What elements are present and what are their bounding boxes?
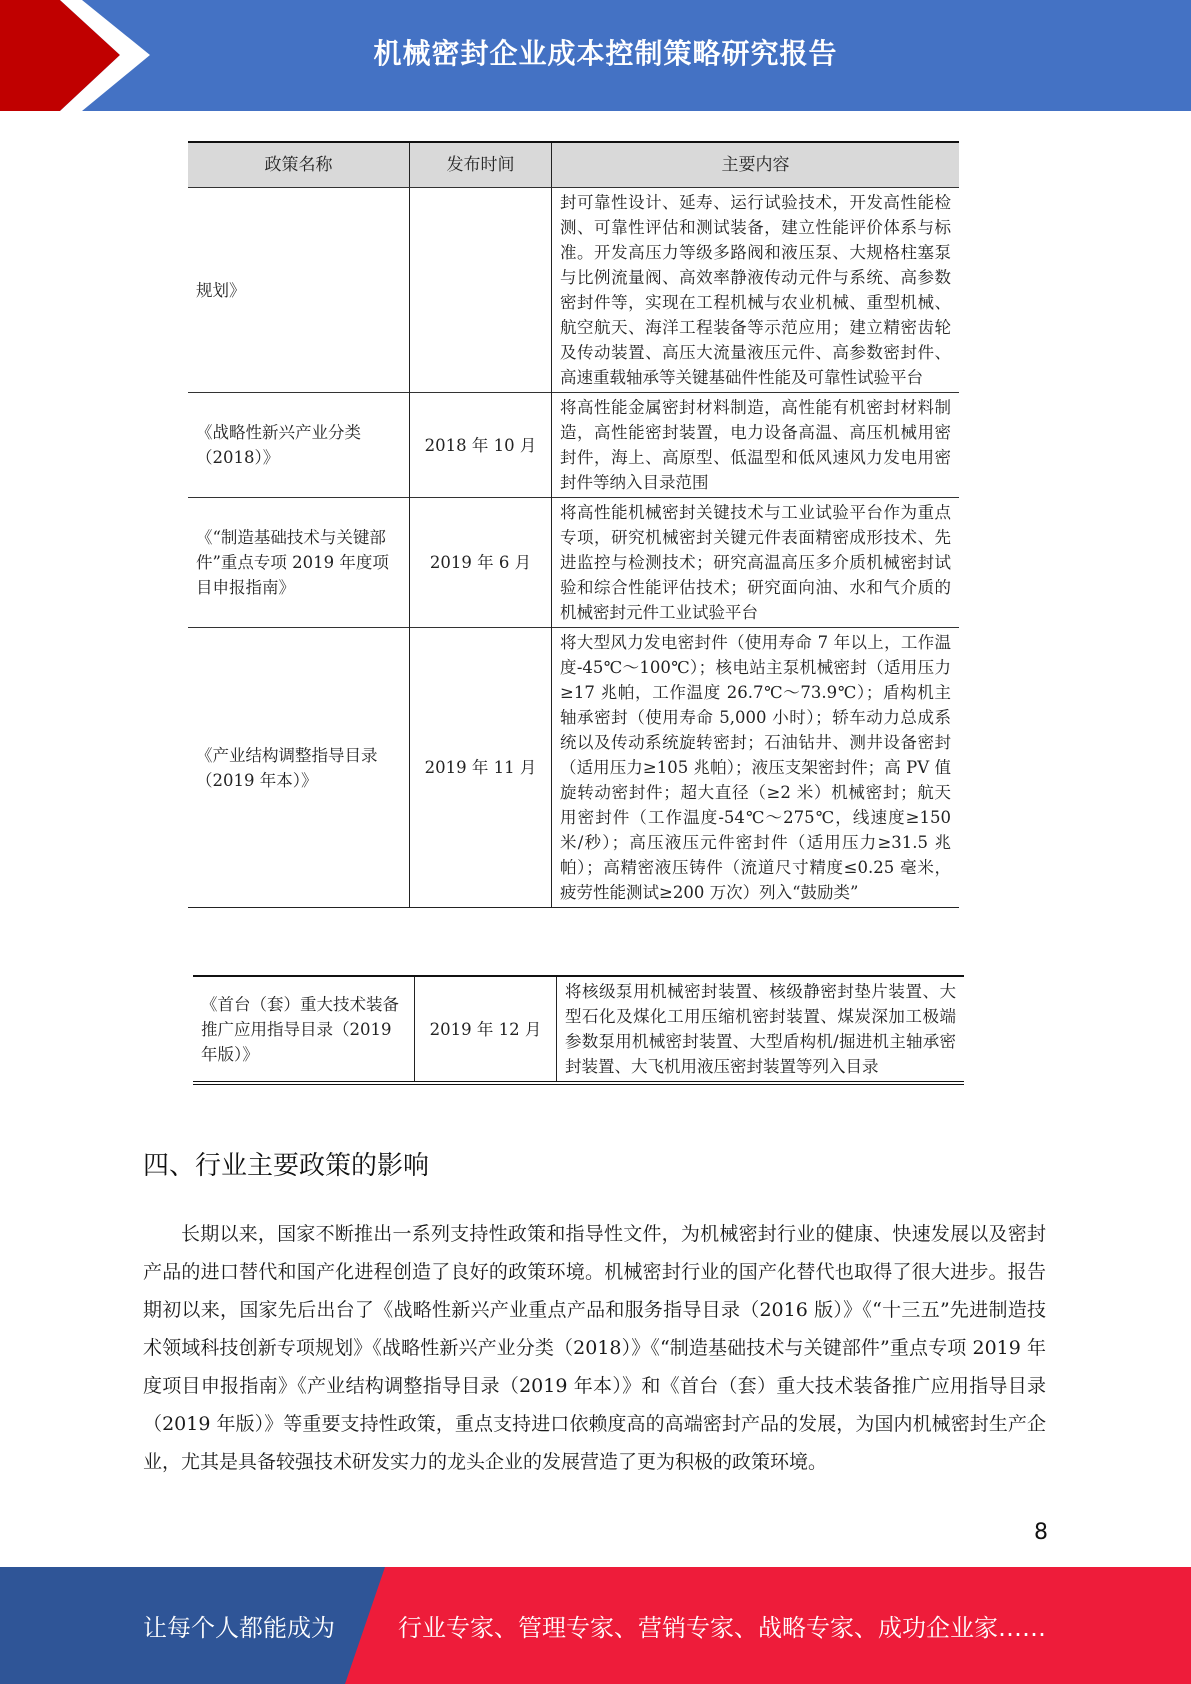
policy-name-cell: 《战略性新兴产业分类（2018）》 <box>188 393 410 498</box>
page-footer <box>0 1567 1191 1684</box>
column-header-policy-name: 政策名称 <box>188 142 410 188</box>
content-cell: 将高性能机械密封关键技术与工业试验平台作为重点专项，研究机械密封关键元件表面精密成形技术、先进监控与检测技术；研究高温高压多介质机械密封试验和综合性能评估技术；研究面向油、水和气介质的机械密封元件工业试验平台 <box>552 498 960 628</box>
column-header-main-content: 主要内容 <box>552 142 960 188</box>
section-paragraph: 长期以来，国家不断推出一系列支持性政策和指导性文件，为机械密封行业的健康、快速发展以及密封产品的进口替代和国产化进程创造了良好的政策环境。机械密封行业的国产化替代也取得了很大进步。报告期初以来，国家先后出台了《战略性新兴产业重点产品和服务指导目录（2016 版）》《“十三五”先进制造技术领域科技创新专项规划》《战略性新兴产业分类（2018）》《“制造基础技术与关键部件”重点专项 2019 年度项目申报指南》《产业结构调整指导目录（2019 年本）》和《首台（套）重大技术装备推广应用指导目录（2019 年版）》等重要支持性政策，重点支持进口依赖度高的高端密封产品的发展，为国内机械密封生产企业，尤其是具备较强技术研发实力的龙头企业的发展营造了更为积极的政策环境。 <box>143 1223 1046 1473</box>
policy-name-cell: 《“制造基础技术与关键部件”重点专项 2019 年度项目申报指南》 <box>188 498 410 628</box>
table-header-row <box>188 142 959 188</box>
content-cell: 封可靠性设计、延寿、运行试验技术，开发高性能检测、可靠性评估和测试装备，建立性能评价体系与标准。开发高压力等级多路阀和液压泵、大规格柱塞泵与比例流量阀、高效率静液传动元件与系统、高参数密封件等，实现在工程机械与农业机械、重型机械、航空航天、海洋工程装备等示范应用；建立精密齿轮及传动装置、高压大流量液压元件、高参数密封件、高速重载轴承等关键基础件性能及可靠性试验平台 <box>552 188 960 393</box>
section-heading: 四、行业主要政策的影响 <box>143 1151 430 1181</box>
policy-name-cell: 《首台（套）重大技术装备推广应用指导目录（2019 年版）》 <box>193 976 415 1083</box>
page-number: 8 <box>1034 1520 1048 1545</box>
release-date-cell: 2019 年 12 月 <box>415 976 557 1083</box>
table-row <box>188 188 959 393</box>
page-header <box>0 0 1191 111</box>
footer-slogan-left: 让每个人都能成为 <box>143 1614 335 1642</box>
table-row <box>188 628 959 908</box>
footer-slogan-right: 行业专家、管理专家、营销专家、战略专家、成功企业家…… <box>398 1614 1046 1642</box>
release-date-cell <box>410 188 552 393</box>
release-date-cell: 2019 年 11 月 <box>410 628 552 908</box>
policy-table <box>188 141 959 908</box>
column-header-release-date: 发布时间 <box>410 142 552 188</box>
policy-name-cell: 《产业结构调整指导目录（2019 年本）》 <box>188 628 410 908</box>
table-row <box>188 498 959 628</box>
content-cell: 将核级泵用机械密封装置、核级静密封垫片装置、大型石化及煤化工用压缩机密封装置、煤炭深加工极端参数泵用机械密封装置、大型盾构机/掘进机主轴承密封装置、大飞机用液压密封装置等列入目录 <box>557 976 965 1083</box>
policy-table-continued <box>193 975 964 1085</box>
release-date-cell: 2019 年 6 月 <box>410 498 552 628</box>
table-row <box>188 393 959 498</box>
table-row <box>193 976 964 1083</box>
release-date-cell: 2018 年 10 月 <box>410 393 552 498</box>
content-cell: 将高性能金属密封材料制造，高性能有机密封材料制造，高性能密封装置，电力设备高温、高压机械用密封件，海上、高原型、低温型和低风速风力发电用密封件等纳入目录范围 <box>552 393 960 498</box>
content-cell: 将大型风力发电密封件（使用寿命 7 年以上，工作温度-45℃～100℃）；核电站主泵机械密封（适用压力≥17 兆帕，工作温度 26.7℃～73.9℃）；盾构机主轴承密封（使用寿命 5,000 小时）；轿车动力总成系统以及传动系统旋转密封；石油钻井、测井设备密封（适用压力≥105 兆帕）；液压支架密封件；高 PV 值旋转动密封件；超大直径（≥2 米）机械密封；航天用密封件（工作温度-54℃～275℃，线速度≥150 米/秒）；高压液压元件密封件（适用压力≥31.5 兆帕）；高精密液压铸件（流道尺寸精度≤0.25 毫米，疲劳性能测试≥200 万次）列入“鼓励类” <box>552 628 960 908</box>
report-title: 机械密封企业成本控制策略研究报告 <box>373 36 838 70</box>
policy-name-cell: 规划》 <box>188 188 410 393</box>
